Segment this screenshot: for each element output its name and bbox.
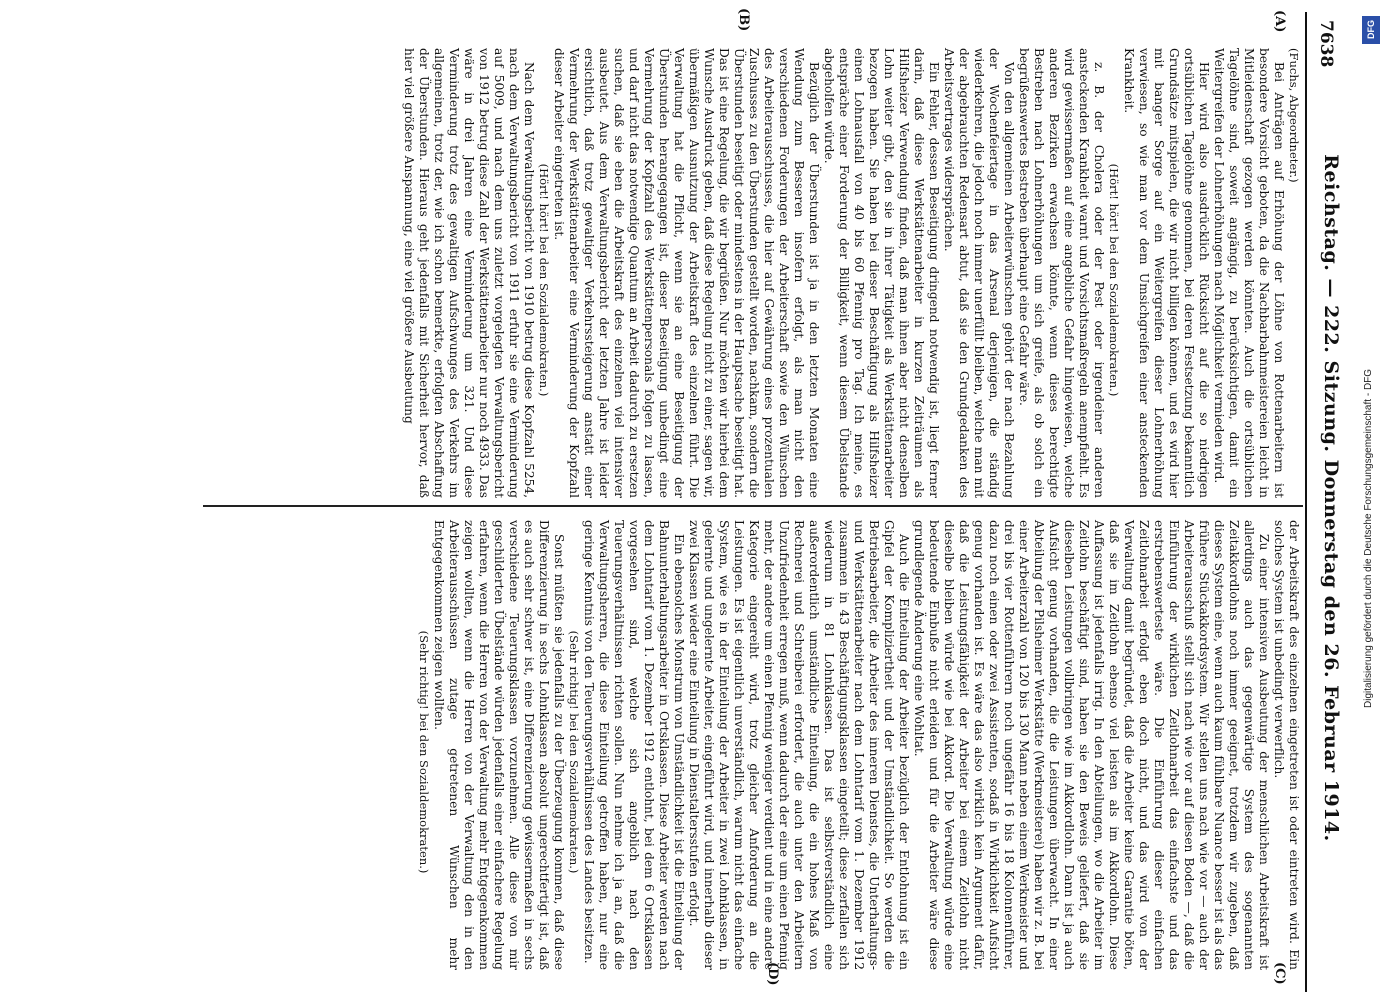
- paragraph: der Arbeitskraft des einzelnen eingetreten ist oder eintreten wird. Ein solches System ist unbedingt verwerflich.: [1272, 520, 1301, 970]
- paragraph: Bei Anträgen auf Erhöhung der Löhne von Rottenarbeitern ist besondere Vorsicht geboten, da die Nachbarbahnmeistereien leicht in Mitleidenschaft gezogen werden könnten. Auch die ortsüblichen Tagelöhne sind, soweit angängig, zu berücksichtigen, damit ein Weitergreifen der Lohnerhöhungen nach Möglichkeit vermieden wird.: [1212, 48, 1286, 498]
- page-header: [1308, 0, 1348, 1000]
- paragraph: Sonst müßten sie jedenfalls zu der Überzeugung kommen, daß diese Differenzierung in sechs Lohnklassen absolut ungerechtfertigt ist, daß es auch sehr schwer ist, eine Differenzierung gewissermaßen in sechs verschiedene Teuerungsklassen vorzunehmen. Alle diese von mir geschilderten Übelstände würden jedenfalls einer einfachere Regelung erfahren, wenn die Herren von der Verwaltung mehr Entgegenkommen zeigen wollten, wenn die Herren von der Verwaltung den in den Arbeiterausschüssen zutage getretenen Wünschen mehr Entgegenkommen zeigen wollten.: [432, 520, 566, 970]
- page-title: Reichstag. — 222. Sitzung. Donnerstag den 26. Februar 1914.: [1320, 154, 1342, 842]
- digitization-sidebar: [1360, 8, 1382, 993]
- page-number: 7638: [1316, 20, 1336, 68]
- paragraph: Ein ebensolches Monstrum von Umständlichkeit ist die Einteilung der Bahnunterhaltungsarbeiter in Ortsklassen. Diese Arbeiter werden nach dem Lohntarif vom 1. Dezember 1912 entlohnt, bei dem 6 Ortsklassen vorgesehen sind, welche sich angeblich nach den Teuerungsverhältnissen richten sollen. Nun nehme ich ja an, daß die Verwaltungsherren, die diese Einteilung getroffen haben, nur eine geringe Kenntnis von den Teuerungsverhältnissen des Landes besitzen.: [582, 520, 686, 970]
- dfg-logo-icon: DFG: [1362, 16, 1380, 44]
- paragraph: Ein Fehler, dessen Beseitigung dringend notwendig ist, liegt ferner darin, daß diese Werkstättenarbeiter in kurzen Zeiträumen als Hilfsheizer Verwendung finden, daß man ihnen aber nicht denselben Lohn weiter gibt, den sie in ihrer Tätigkeit als Werkstättenarbeiter bezogen haben. Sie haben bei dieser Beschäftigung als Hilfsheizer einen Lohnausfall von 40 bis 60 Pfennig pro Tag. Ich meine, es entspräche einer Forderung der Billigkeit, wenn diesem Übelstande abgeholfen würde.: [822, 48, 941, 498]
- interjection: (Sehr richtig! bei den Sozialdemokraten.): [417, 630, 431, 874]
- interjection: (Hört! hört! bei den Sozialdemokraten.): [1107, 163, 1121, 397]
- header-rule: [1305, 12, 1307, 992]
- interjection: (Sehr richtig! bei den Sozialdemokraten.): [567, 630, 581, 874]
- paragraph: z. B. der Cholera oder der Pest oder irgendeiner anderen ansteckenden Krankheit warnt und Vorsichtsmaßregeln anempfiehlt. Es wird gewissermaßen auf eine angebliche Gefahr hingewiesen, welche anderen Bezirken erwachsen könnte, wenn dieses berechtigte Bestreben nach Lohnerhöhungen um sich greife, als ob solch ein begrüßenswertes Bestreben überhaupt eine Gefahr wäre.: [1017, 48, 1106, 498]
- margin-marker-c: (C): [1272, 962, 1287, 985]
- paragraph: Hier wird also ausdrücklich Rücksicht auf die so niedrigen ortsüblichen Tagelöhne genommen, bei deren Festsetzung bekanntlich Grundsätze mitspielen, die wir nicht billigen können, und es wird hier mit banger Sorge auf ein Weitergreifen dieser Lohnerhöhung verwiesen, so wie man vor dem Umsichgreifen einer ansteckenden Krankheit.: [1122, 48, 1211, 498]
- margin-marker-d: (D): [765, 962, 780, 986]
- margin-marker-a: (A): [1272, 10, 1287, 33]
- left-column: [401, 48, 1301, 498]
- speaker-note: (Fuchs, Abgeordneter.): [1287, 48, 1301, 183]
- interjection: (Hört! hört! bei den Sozialdemokraten.): [537, 163, 551, 397]
- paragraph: Auch die Einteilung der Arbeiter bezüglich der Entlohnung ist ein Gipfel der Kompliziertheit und der Umständlichkeit. So werden die Betriebsarbeiter, die Arbeiter des inneren Dienstes, die Unterhaltungs- und Werkstättenarbeiter nach dem Lohntarif vom 1. Dezember 1912 zusammen in 43 Beschäftigungsklassen eingeteilt; diese zerfallen sich wiederum in 81 Lohnklassen. Das ist selbstverständlich eine außerordentlich umständliche Einteilung, die ein hohes Maß von Rechnerei und Schreiberei erfordert, die auch unter den Arbeitern Unzufriedenheit erregen muß, wenn dadurch der eine um einen Pfennig mehr, der andere um einen Pfennig weniger verdient und in eine andere Kategorie eingereiht wird, trotz gleicher Anforderung an die Leistungen. Es ist eigentlich unverständlich, warum nicht das einfache System, wie es in der Einteilung der Arbeiter in zwei Lohnklassen, in gelernte und ungelernte Arbeiter, eingeführt wird, und innerhalb dieser zwei Klassen wieder eine Einteilung in Dienstaltersstufen erfolgt.: [687, 520, 911, 970]
- paragraph: Von den allgemeinen Arbeiterwünschen gehört der nach Bezahlung der Wochenfeiertage in das Arsenal derjenigen, die ständig wiederkehren, die jedoch noch immer unerfüllt bleiben, welche man mit der abgebrauchten Redensart abtut, daß sie den Grundgedanken des Arbeitsvertrages widersprächen.: [942, 48, 1016, 498]
- paragraph: Nach dem Verwaltungsbericht von 1910 betrug diese Kopfzahl 5254, nach dem Verwaltungsbericht von 1911 erfuhr sie eine Verminderung auf 5009, und nach dem uns zuletzt vorgelegten Verwaltungsbericht von 1912 betrug diese Zahl der Werkstättenarbeiter nur noch 4933. Das wäre in drei Jahren eine Verminderung um 321. Und diese Verminderung trotz des gewaltigen Aufschwunges des Verkehrs im allgemeinen, trotz der, wie ich schon bemerkte, erfolgten Abschaffung der Überstunden. Hieraus geht jedenfalls mit Sicherheit hervor, daß hier viel größere Anspannung, eine viel größere Ausbeutung: [402, 48, 536, 498]
- paragraph: Bezüglich der Überstunden ist ja in den letzten Monaten eine Wendung zum Besseren insofern erfolgt, als man nicht den verschiedenen Forderungen der Arbeiterschaft sowie den Wünschen des Arbeiterausschusses, die hier auf Gewährung eines prozentualen Zuschusses zu den Überstunden gestellt worden, nachkam, sondern die Überstunden beseitigt oder mindestens in der Hauptsache beseitigt hat. Das ist eine Regelung, die wir begrüßen. Nur möchten wir hierbei dem Wunsche Ausdruck geben, daß diese Regelung nicht zu einer, sagen wir, übermäßigen Ausnutzung der Arbeitskraft des einzelnen führt. Die Verwaltung hat die Pflicht, wenn sie an eine Beseitigung der Überstunden herangegangen ist, dieser Beseitigung unbedingt eine Vermehrung der Kopfzahl des Werkstättenpersonals folgen zu lassen, und darf nicht das notwendige Quantum an Arbeit dadurch zu ersetzen suchen, daß sie eben die Arbeitskraft des einzelnen viel intensiver ausbeutet. Aus dem Verwaltungsbericht der letzten Jahre ist leider ersichtlich, daß trotz gewaltiger Verkehrssteigerung anstatt einer Vermehrung der Werkstättenarbeiter eine Verminderung der Kopfzahl dieser Arbeiter eingetreten ist.: [552, 48, 821, 498]
- margin-marker-b: (B): [736, 8, 751, 32]
- column-divider: [203, 505, 1303, 507]
- digitization-credit: Digitalisierung gefördert durch die Deutsche Forschungsgemeinschaft - DFG: [1363, 368, 1374, 708]
- paragraph: Zu einer intensiven Ausbeutung der menschlichen Arbeitskraft ist allerdings auch das gegenwärtige System des sogenannten Zeitakkordlohns noch immer geeignet, trotzdem wir zugeben, daß dieses System eine, wenn auch kaum fühlbare Nuance besser ist als das frühere Stückakkordsystem. Wir stellen uns nach wie vor — auch der Arbeiterausschuß stellt sich nach wie vor auf diesen Boden —, daß die Einführung der wirklichen Zeitlohnarbeit das einfachste und das erstrebenswerteste wäre. Die Einführung dieser einfachen Zeitlohnarbeit erfolgt eben doch nicht, und das wird von der Verwaltung damit begründet, daß die Arbeiter keine Garantie böten, daß sie im Zeitlohn ebenso viel leisten als im Akkordlohn. Diese Auffassung ist jedenfalls irrig. In den Abteilungen, wo die Arbeiter im Zeitlohn beschäftigt sind, haben sie den Beweis geliefert, daß sie dieselben Leistungen vollbringen wie im Akkordlohn. Dann ist ja auch Aufsicht genug vorhanden, die die Leistungen überwacht. In einer Abteilung der Pilsheimer Werkstätte (Werkmeisterei) haben wir z. B. bei einer Arbeiterzahl von 120 bis 130 Mann neben einem Werkmeister und drei bis vier Rottenführern noch ungefähr 16 bis 18 Kolonnenführer, dazu noch einen oder zwei Assistenten, sodaß in Wirklichkeit Aufsicht genug vorhanden ist. Es wäre das also wirklich kein Argument dafür, daß die Leistungsfähigkeit der Arbeiter bei einem Zeitlohn nicht dieselbe bleiben würde wie bei Akkord. Die Verwaltung würde eine bedeutende Einbuße nicht erleiden und für die Arbeiter wäre diese grundlegende Änderung eine Wohltat.: [912, 520, 1271, 970]
- right-column: [416, 520, 1301, 970]
